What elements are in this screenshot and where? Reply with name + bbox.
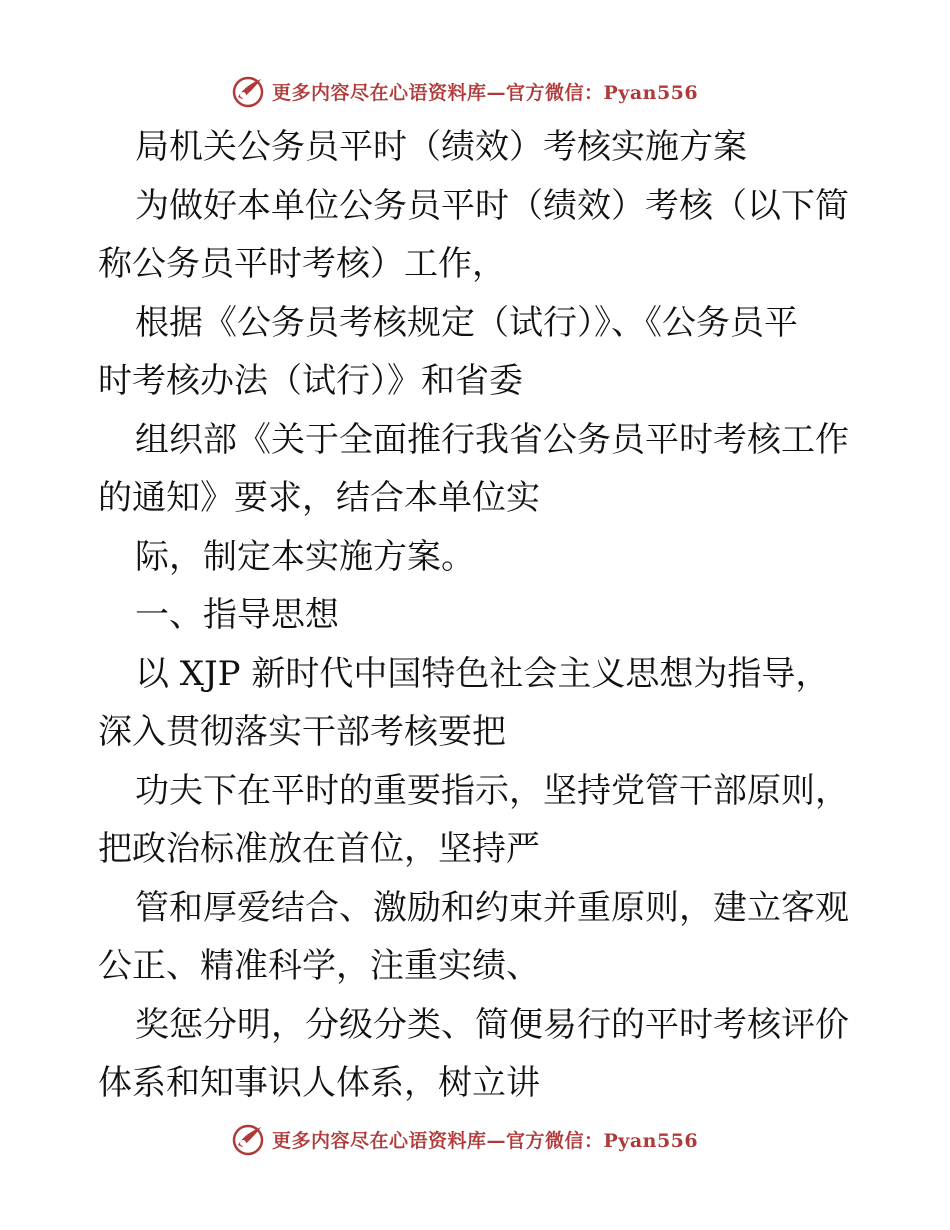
section-heading: 一、指导思想 <box>135 595 339 635</box>
paragraph-line: 为做好本单位公务员平时（绩效）考核（以下简 <box>135 185 849 226</box>
footer-watermark-banner <box>230 1121 750 1157</box>
paragraph-line: 根据《公务员考核规定（试行）》、《公务员平 <box>135 302 798 343</box>
paragraph-line: 管和厚爱结合、激励和约束并重原则，建立客观 <box>135 887 849 928</box>
brush-logo-icon <box>230 1121 266 1157</box>
paragraph-line: 功夫下在平时的重要指示，坚持党管干部原则， <box>135 770 849 811</box>
footer-watermark-text: 更多内容尽在心语资料库—官方微信：Pyan556 <box>272 1129 699 1152</box>
document-title: 局机关公务员平时（绩效）考核实施方案 <box>135 127 747 167</box>
paragraph-line: 公正、精准科学，注重实绩、 <box>98 946 540 986</box>
paragraph-line: 奖惩分明，分级分类、简便易行的平时考核评价 <box>135 1004 849 1045</box>
paragraph-line: 时考核办法（试行）》和省委 <box>98 361 523 401</box>
paragraph-line: 称公务员平时考核）工作， <box>98 244 506 284</box>
paragraph-line: 体系和知事识人体系，树立讲 <box>98 1063 540 1103</box>
header-watermark-text: 更多内容尽在心语资料库—官方微信：Pyan556 <box>272 81 699 104</box>
paragraph-line: 的通知》要求，结合本单位实 <box>98 478 540 518</box>
paragraph-line: 组织部《关于全面推行我省公务员平时考核工作 <box>135 419 849 460</box>
paragraph-line: 际，制定本实施方案。 <box>135 536 475 577</box>
paragraph-line: 深入贯彻落实干部考核要把 <box>98 712 506 752</box>
header-watermark-banner <box>230 73 750 109</box>
paragraph-line: 以 XJP 新时代中国特色社会主义思想为指导， <box>135 653 830 694</box>
paragraph-line: 把政治标准放在首位，坚持严 <box>98 829 540 869</box>
document-body <box>98 118 858 1113</box>
brush-logo-icon <box>230 73 266 109</box>
